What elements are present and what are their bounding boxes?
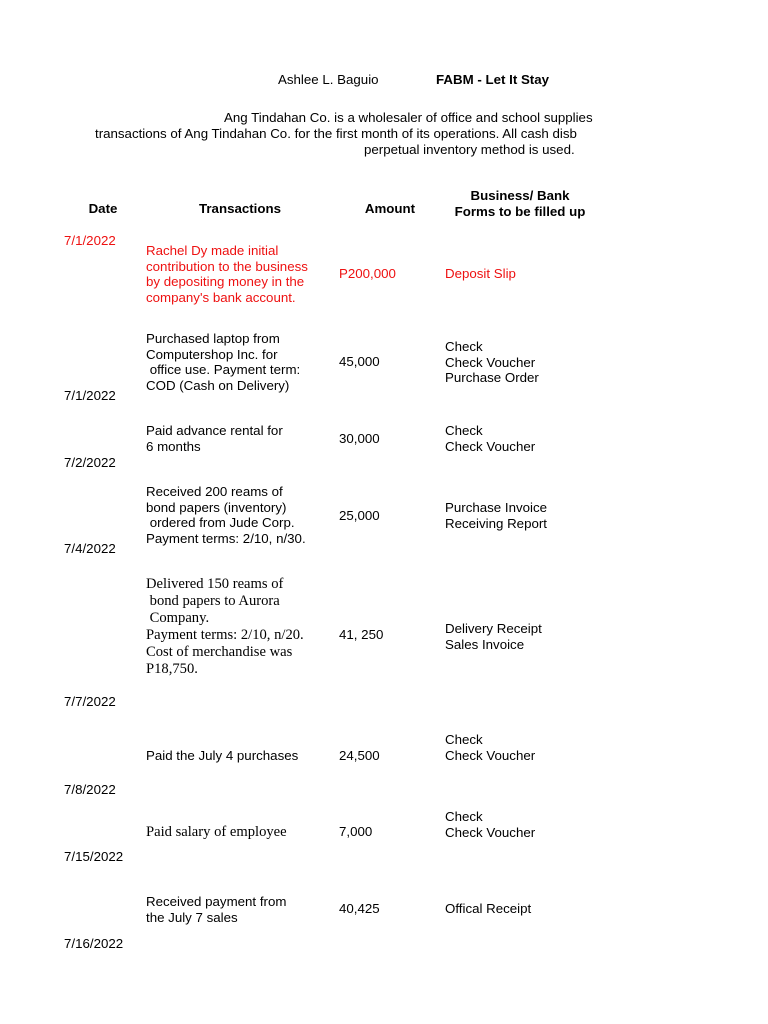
row-date: 7/8/2022 <box>64 782 116 797</box>
form-item: Check Voucher <box>445 438 536 454</box>
row-amount: 25,000 <box>339 508 380 523</box>
transaction-line: Computershop Inc. for <box>146 346 278 362</box>
transaction-line: COD (Cash on Delivery) <box>146 377 290 393</box>
transaction-line: Purchased laptop from <box>146 331 280 346</box>
intro-line-3: perpetual inventory method is used. <box>364 142 575 157</box>
row-date: 7/4/2022 <box>64 541 116 556</box>
student-name: Ashlee L. Baguio <box>278 72 379 87</box>
row-forms <box>445 621 542 652</box>
row-amount: 7,000 <box>339 824 373 839</box>
row-date: 7/1/2022 <box>64 233 116 248</box>
transaction-line: 6 months <box>146 438 201 454</box>
column-header-amount: Amount <box>364 201 416 216</box>
row-transaction <box>146 748 298 764</box>
row-forms <box>445 339 539 386</box>
form-item: Check Voucher <box>445 354 536 370</box>
column-header-transactions: Transactions <box>198 201 282 216</box>
transaction-line: Received payment from <box>146 894 287 909</box>
row-forms <box>445 732 535 763</box>
column-header-forms-line-1: Business/ Bank <box>470 188 570 203</box>
form-item: Check <box>445 809 483 824</box>
row-amount: 24,500 <box>339 748 380 763</box>
row-transaction <box>146 331 300 393</box>
transaction-line: the July 7 sales <box>146 909 238 925</box>
column-header-forms-line-2: Forms to be filled up <box>454 204 586 219</box>
row-forms <box>445 500 547 531</box>
form-item: Check Voucher <box>445 824 536 840</box>
form-item: Check Voucher <box>445 747 536 763</box>
form-item: Check <box>445 339 483 354</box>
row-forms <box>445 266 516 282</box>
form-item: Sales Invoice <box>445 636 525 652</box>
transaction-line: Paid the July 4 purchases <box>146 748 299 763</box>
transaction-line: Delivered 150 reams of <box>146 576 284 592</box>
row-forms <box>445 809 535 840</box>
transaction-line: Payment terms: 2/10, n/30. <box>146 530 306 546</box>
row-amount: 41, 250 <box>339 627 384 642</box>
row-amount: P200,000 <box>339 266 396 281</box>
transaction-line: Received 200 reams of <box>146 484 283 499</box>
row-transaction <box>146 423 283 454</box>
transaction-line: P18,750. <box>146 661 198 677</box>
transaction-line: bond papers to Aurora <box>146 593 280 609</box>
form-item: Purchase Order <box>445 370 539 385</box>
row-date: 7/15/2022 <box>64 849 124 864</box>
form-item: Offical Receipt <box>445 901 532 916</box>
row-amount: 40,425 <box>339 901 380 916</box>
intro-line-2: transactions of Ang Tindahan Co. for the first month of its operations. All cash disb <box>95 126 577 141</box>
row-date: 7/2/2022 <box>64 455 116 470</box>
intro-line-1: Ang Tindahan Co. is a wholesaler of office and school supplies <box>224 110 593 125</box>
column-header-forms <box>440 188 600 220</box>
transaction-line: by depositing money in the <box>146 274 305 289</box>
transaction-line: company's bank account. <box>146 289 296 305</box>
form-item: Check <box>445 423 483 438</box>
row-date: 7/7/2022 <box>64 694 116 709</box>
row-forms <box>445 423 535 454</box>
column-header-date: Date <box>88 201 118 216</box>
transaction-line: Paid salary of employee <box>146 824 287 840</box>
transaction-line: Cost of merchandise was <box>146 644 293 660</box>
row-transaction <box>146 576 304 678</box>
form-item: Receiving Report <box>445 515 547 531</box>
transaction-line: Paid advance rental for <box>146 423 283 438</box>
row-date: 7/16/2022 <box>64 936 124 951</box>
row-transaction <box>146 484 306 546</box>
row-date: 7/1/2022 <box>64 388 116 403</box>
form-item: Delivery Receipt <box>445 621 542 636</box>
transaction-line: ordered from Jude Corp. <box>146 515 295 530</box>
form-item: Check <box>445 732 483 747</box>
transaction-line: contribution to the business <box>146 258 308 274</box>
row-amount: 30,000 <box>339 431 380 446</box>
row-transaction <box>146 894 286 925</box>
transaction-line: Company. <box>146 610 210 626</box>
transaction-line: office use. Payment term: <box>146 362 301 377</box>
row-forms <box>445 901 531 917</box>
row-transaction <box>146 243 308 305</box>
transaction-line: Payment terms: 2/10, n/20. <box>146 627 304 643</box>
row-transaction <box>146 824 287 841</box>
row-amount: 45,000 <box>339 354 380 369</box>
form-item: Purchase Invoice <box>445 500 547 515</box>
document-title: FABM - Let It Stay <box>436 72 550 87</box>
transaction-line: bond papers (inventory) <box>146 499 287 515</box>
form-item: Deposit Slip <box>445 266 516 281</box>
transaction-line: Rachel Dy made initial <box>146 243 279 258</box>
